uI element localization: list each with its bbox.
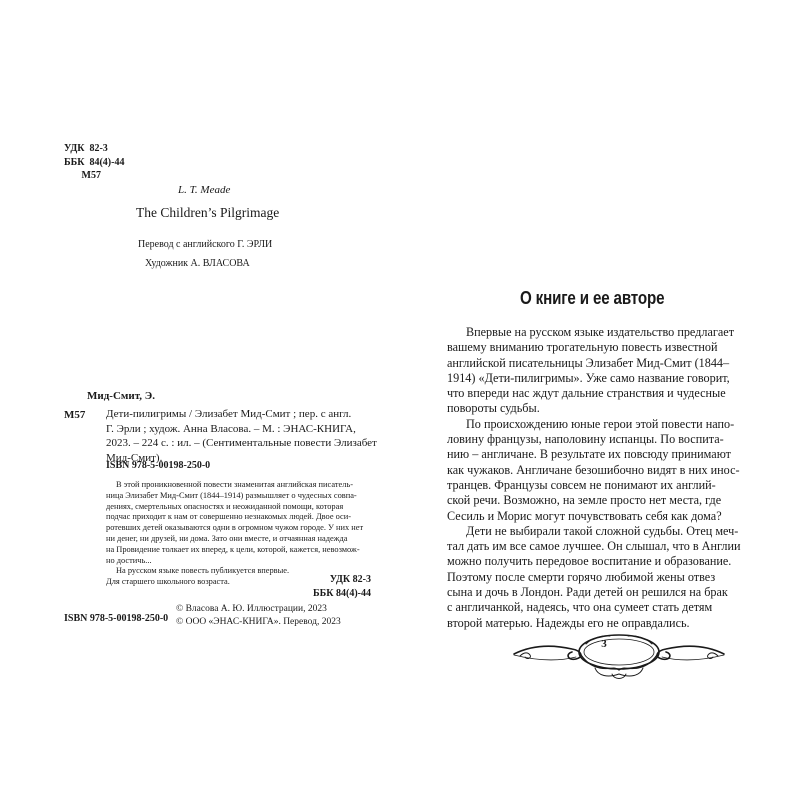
annotation-note: На русском языке повесть публикуется впервые.: [116, 566, 290, 576]
annotation-note: Для старшего школьного возраста.: [106, 577, 230, 587]
body-line: Дети не выбирали такой сложной судьбы. Отец меч-: [466, 523, 739, 538]
copyright-line: © Власова А. Ю. Иллюстрации, 2023: [176, 604, 327, 614]
artist-credit: Художник А. ВЛАСОВА: [145, 258, 250, 269]
annotation: [106, 480, 371, 588]
body-line: Поэтому после смерти горячо любимой жены отвез: [447, 569, 716, 584]
udk-block-top: [64, 142, 124, 183]
annotation-line: подчас приходит к нам от совершенно незнакомых людей. Двое оси-: [106, 512, 352, 522]
body-line: По происхождению юные герои этой повести напо-: [466, 416, 735, 431]
chapter-title: О книге и ее авторе: [520, 287, 665, 308]
author-english: L. T. Meade: [178, 184, 231, 196]
body-text: [447, 325, 739, 631]
annotation-line: на Провидение толкает их вперед, к цели, которой, кажется, невозмож-: [106, 544, 360, 554]
catalog-description-line: Мид-Смит).: [106, 451, 163, 464]
body-line: ловину французы, наполовину испанцы. По воспита-: [447, 432, 724, 447]
body-line: английской писательницы Элизабет Мид-Смит (1844–: [447, 355, 730, 370]
body-line: вашему вниманию трогательную повесть известной: [447, 340, 718, 355]
catalog-description-line: Г. Эрли ; худож. Анна Власова. – М. : ЭНАС-КНИГА,: [106, 422, 356, 435]
body-line: второй матерью. Надежды его не оправдались.: [447, 615, 690, 630]
body-line: с англичанкой, надеясь, что она сумеет стать детям: [447, 600, 713, 615]
body-line: тал дать им все самое лучшее. Он слышал, что в Англии: [447, 539, 741, 554]
body-line: что впереди нас ждут дальние странствия и чудесные: [447, 386, 726, 401]
body-line: ской речи. Возможно, на земле просто нет места, где: [447, 493, 722, 508]
body-line: транцев. Французы совсем не понимают их англий-: [447, 477, 716, 492]
body-line: сына и дочь в Лондон. Ради детей он решился на брак: [447, 585, 728, 600]
body-line: Впервые на русском языке издательство предлагает: [466, 325, 735, 339]
bbk-line: ББК 84(4)-44: [64, 156, 125, 168]
catalog-bbk: ББК 84(4)-44: [313, 588, 371, 599]
annotation-line: В этой проникновенной повести знаменитая английская писатель-: [116, 480, 353, 489]
catalog-description: [106, 407, 377, 465]
catalog-udk-bbk: [313, 573, 371, 601]
annotation-line: ни денег, ни друзей, ни дома. Зато они вместе, и отчаянная надежда: [106, 533, 348, 543]
body-line: можно получить передовое воспитание и образование.: [447, 554, 732, 569]
copyright-block: [176, 603, 341, 629]
annotation-line: ница Элизабет Мид-Смит (1844–1914) размышляет о чудесных совпа-: [106, 490, 357, 500]
catalog-code: М57: [64, 409, 86, 421]
catalog-isbn: ISBN 978-5-00198-250-0: [106, 460, 211, 471]
translation-credit: Перевод с английского Г. ЭРЛИ: [138, 239, 273, 250]
body-line: 1914) «Дети-пилигримы». Уже само название говорит,: [447, 370, 730, 385]
body-line: нию – англичане. В результате их повсюду принимают: [447, 447, 731, 462]
page-ornament: [510, 624, 728, 684]
annotation-line: но достичь...: [106, 555, 152, 565]
catalog-author-heading: Мид-Смит, Э.: [87, 390, 156, 402]
udk-line: УДК 82-3: [64, 143, 108, 154]
page-number: 3: [601, 638, 607, 650]
body-line: как чужаков. Англичане безошибочно видят в них инос-: [447, 462, 740, 477]
annotation-line: дениях, смертельных опасностях и неожиданной помощи, которая: [106, 501, 344, 511]
isbn-bottom: ISBN 978-5-00198-250-0: [64, 613, 169, 624]
annotation-line: ротевших детей оказываются одни в огромном чужом городе. У них нет: [106, 523, 364, 533]
title-english: The Children’s Pilgrimage: [136, 205, 280, 220]
body-line: Сесиль и Морис могут почувствовать себя как дома?: [447, 508, 722, 523]
catalog-udk: УДК 82-3: [329, 574, 371, 585]
catalog-description-line: Дети-пилигримы / Элизабет Мид-Смит ; пер. с англ.: [106, 408, 352, 420]
body-line: повороты судьбы.: [447, 401, 540, 416]
code-line: М57: [64, 170, 101, 181]
catalog-description-line: 2023. – 224 с. : ил. – (Сентиментальные повести Элизабет: [106, 437, 377, 449]
copyright-line: © ООО «ЭНАС-КНИГА». Перевод, 2023: [176, 617, 341, 627]
